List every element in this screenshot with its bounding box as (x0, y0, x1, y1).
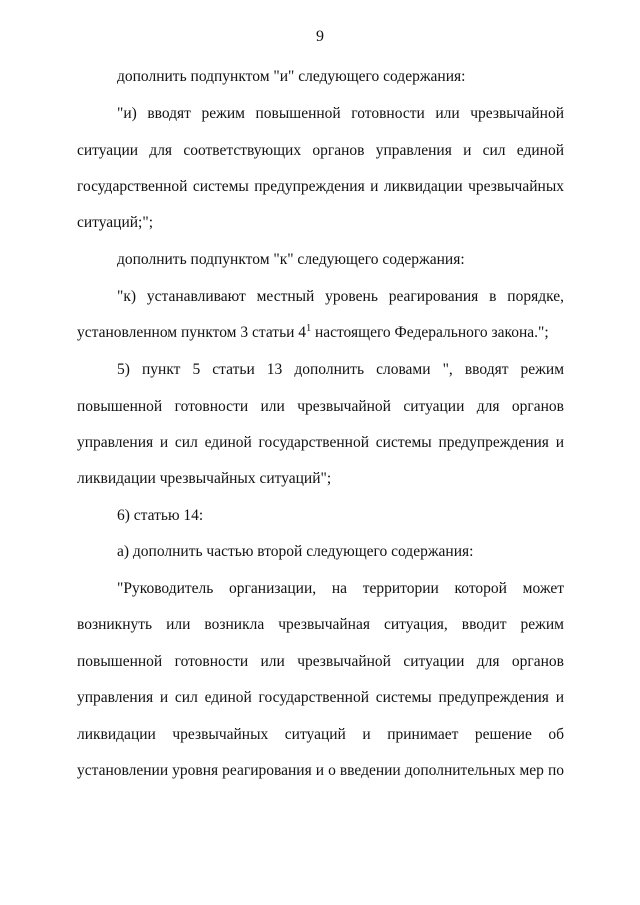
paragraph-line: ситуаций;"; (77, 214, 153, 231)
paragraph-line: дополнить подпунктом "и" следующего содержания: (117, 68, 466, 85)
paragraph-line: ситуации для соответствующих органов управления и сил единой (77, 142, 564, 159)
paragraph-line: 6) статью 14: (117, 507, 204, 524)
superscript: 1 (306, 323, 312, 334)
paragraph-line: 5) пункт 5 статьи 13 дополнить словами ", вводят режим (117, 361, 564, 378)
paragraph-line: государственной системы предупреждения и ликвидации чрезвычайных (77, 178, 564, 195)
paragraph-line: "Руководитель организации, на территории которой может (117, 580, 564, 597)
paragraph-line: "и) вводят режим повышенной готовности или чрезвычайной (117, 105, 564, 122)
paragraph-line: управления и сил единой государственной системы предупреждения и (77, 434, 564, 451)
paragraph-line: повышенной готовности или чрезвычайной ситуации для органов (77, 398, 564, 415)
paragraph-line: а) дополнить частью второй следующего содержания: (117, 543, 474, 560)
paragraph-line: повышенной готовности или чрезвычайной ситуации для органов (77, 653, 564, 670)
line-text: установленном пунктом 3 статьи 4 (77, 324, 307, 341)
paragraph-line-with-superscript (77, 322, 549, 344)
paragraph-line: управления и сил единой государственной системы предупреждения и (77, 689, 564, 706)
line-text: настоящего Федерального закона."; (314, 324, 549, 341)
paragraph-line: "к) устанавливают местный уровень реагирования в порядке, (117, 288, 564, 305)
paragraph-line: ликвидации чрезвычайных ситуаций"; (77, 470, 332, 487)
paragraph-line: установлении уровня реагирования и о введении дополнительных мер по (77, 762, 564, 779)
paragraph-line: возникнуть или возникла чрезвычайная ситуация, вводит режим (77, 616, 564, 633)
paragraph-line: дополнить подпунктом "к" следующего содержания: (117, 251, 465, 268)
page-number: 9 (316, 28, 324, 45)
paragraph-line: ликвидации чрезвычайных ситуаций и принимает решение об (77, 726, 564, 743)
